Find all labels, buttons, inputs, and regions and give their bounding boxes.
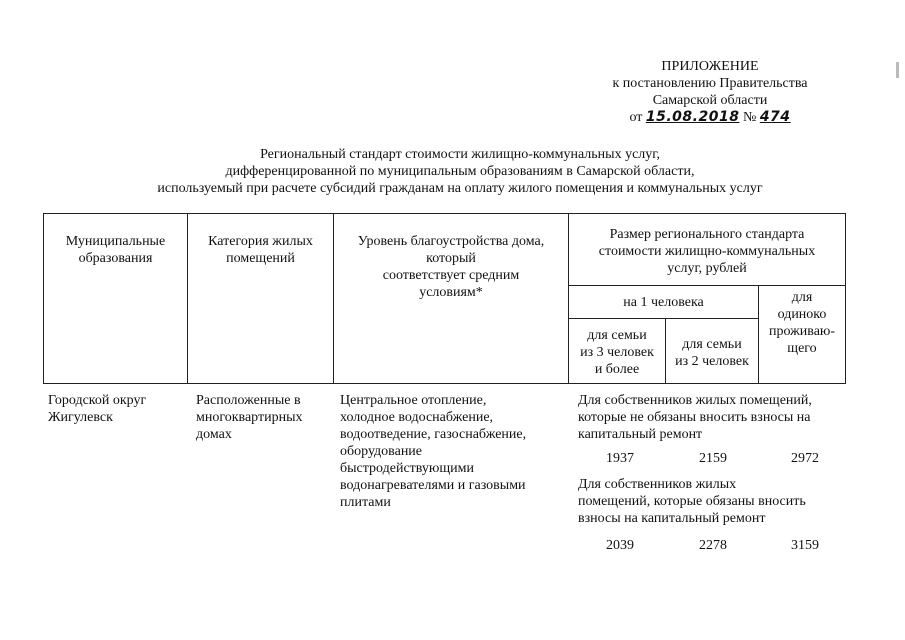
- appendix-region: Самарской области: [652, 93, 768, 108]
- row-level: [340, 392, 526, 511]
- row-category: [196, 392, 303, 443]
- row-level-line: плитами: [340, 495, 391, 510]
- header-category-line: Категория жилых: [208, 234, 313, 249]
- row-level-line: водонагревателями и газовыми: [340, 478, 526, 493]
- group2-label-line: взносы на капитальный ремонт: [578, 511, 766, 526]
- header-size-line: услуг, рублей: [667, 261, 747, 276]
- scan-mark: [896, 62, 899, 78]
- header-family2-line: из 2 человек: [675, 354, 749, 369]
- header-family3-line: из 3 человек: [580, 345, 654, 360]
- appendix-title: ПРИЛОЖЕНИЕ: [661, 59, 759, 74]
- header-single-line: для: [791, 290, 813, 305]
- group2-label-line: помещений, которые обязаны вносить: [578, 494, 806, 509]
- group1-label-line: капитальный ремонт: [578, 427, 703, 442]
- header-single-line: проживаю-: [768, 324, 836, 339]
- header-family3-line: и более: [594, 362, 640, 377]
- header-single-line: одиноко: [777, 307, 827, 322]
- title-line-3: используемый при расчете субсидий гражданам на оплату жилого помещения и коммунальных услуг: [157, 181, 763, 196]
- date-prefix: от: [629, 110, 643, 125]
- appendix-block: [560, 58, 860, 126]
- header-size-line: Размер регионального стандарта: [609, 227, 805, 242]
- row-level-line: холодное водоснабжение,: [340, 410, 494, 425]
- appendix-date-line: [560, 109, 860, 126]
- group1-value-single: 2972: [791, 451, 819, 466]
- title-line-1: Региональный стандарт стоимости жилищно-коммунальных услуг,: [260, 147, 660, 162]
- appendix-resolution: к постановлению Правительства: [612, 76, 808, 91]
- header-family2-line: для семьи: [682, 337, 742, 352]
- number-value: 474: [759, 109, 791, 125]
- group1-label-line: которые не обязаны вносить взносы на: [578, 410, 811, 425]
- row-level-line: быстродействующими: [340, 461, 475, 476]
- row-category-line: многоквартирных: [196, 410, 303, 425]
- header-family3-line: для семьи: [587, 328, 647, 343]
- header-level: [334, 233, 568, 301]
- header-level-line: который: [426, 251, 476, 266]
- row-level-line: водоотведение, газоснабжение,: [340, 427, 527, 442]
- header-size: [569, 226, 845, 277]
- group2-value-family3: 2039: [606, 538, 634, 553]
- document-title: [100, 146, 820, 197]
- row-municipal-line: Жигулевск: [48, 410, 113, 425]
- header-municipal-line: Муниципальные: [65, 234, 166, 249]
- header-level-line: Уровень благоустройства дома,: [357, 234, 545, 249]
- group2-label: [578, 476, 806, 527]
- group2-value-single: 3159: [791, 538, 819, 553]
- row-municipal-line: Городской округ: [48, 393, 147, 408]
- header-family-2: [666, 336, 758, 370]
- group1-value-family2: 2159: [699, 451, 727, 466]
- header-size-line: стоимости жилищно-коммунальных: [598, 244, 816, 259]
- header-municipal-line: образования: [78, 251, 153, 266]
- group2-label-line: Для собственников жилых: [578, 477, 737, 492]
- group1-value-family3: 1937: [606, 451, 634, 466]
- header-bottom-border: [43, 383, 845, 384]
- row-category-line: домах: [196, 427, 232, 442]
- title-line-2: дифференцированной по муниципальным образованиям в Самарской области,: [225, 164, 695, 179]
- group1-label-line: Для собственников жилых помещений,: [578, 393, 812, 408]
- group1-label: [578, 392, 812, 443]
- group2-value-family2: 2278: [699, 538, 727, 553]
- header-per-person: на 1 человека: [623, 295, 704, 310]
- row-level-line: оборудование: [340, 444, 423, 459]
- header-category-line: помещений: [226, 251, 295, 266]
- row-municipal: [48, 392, 146, 426]
- header-family-3: [569, 327, 665, 378]
- col-border-right: [845, 213, 846, 384]
- row-category-line: Расположенные в: [196, 393, 301, 408]
- header-level-line: условиям*: [419, 285, 483, 300]
- row-level-line: Центральное отопление,: [340, 393, 487, 408]
- table-top-border: [43, 213, 845, 214]
- size-subheader-border: [568, 285, 845, 286]
- per-person-subheader-border: [568, 318, 758, 319]
- header-single-line: щего: [787, 341, 817, 356]
- header-single: [759, 289, 845, 357]
- header-category: [188, 233, 333, 267]
- header-municipal: [44, 233, 187, 267]
- date-value: 15.08.2018: [645, 109, 740, 125]
- number-prefix: №: [742, 110, 757, 125]
- header-level-line: соответствует средним: [382, 268, 520, 283]
